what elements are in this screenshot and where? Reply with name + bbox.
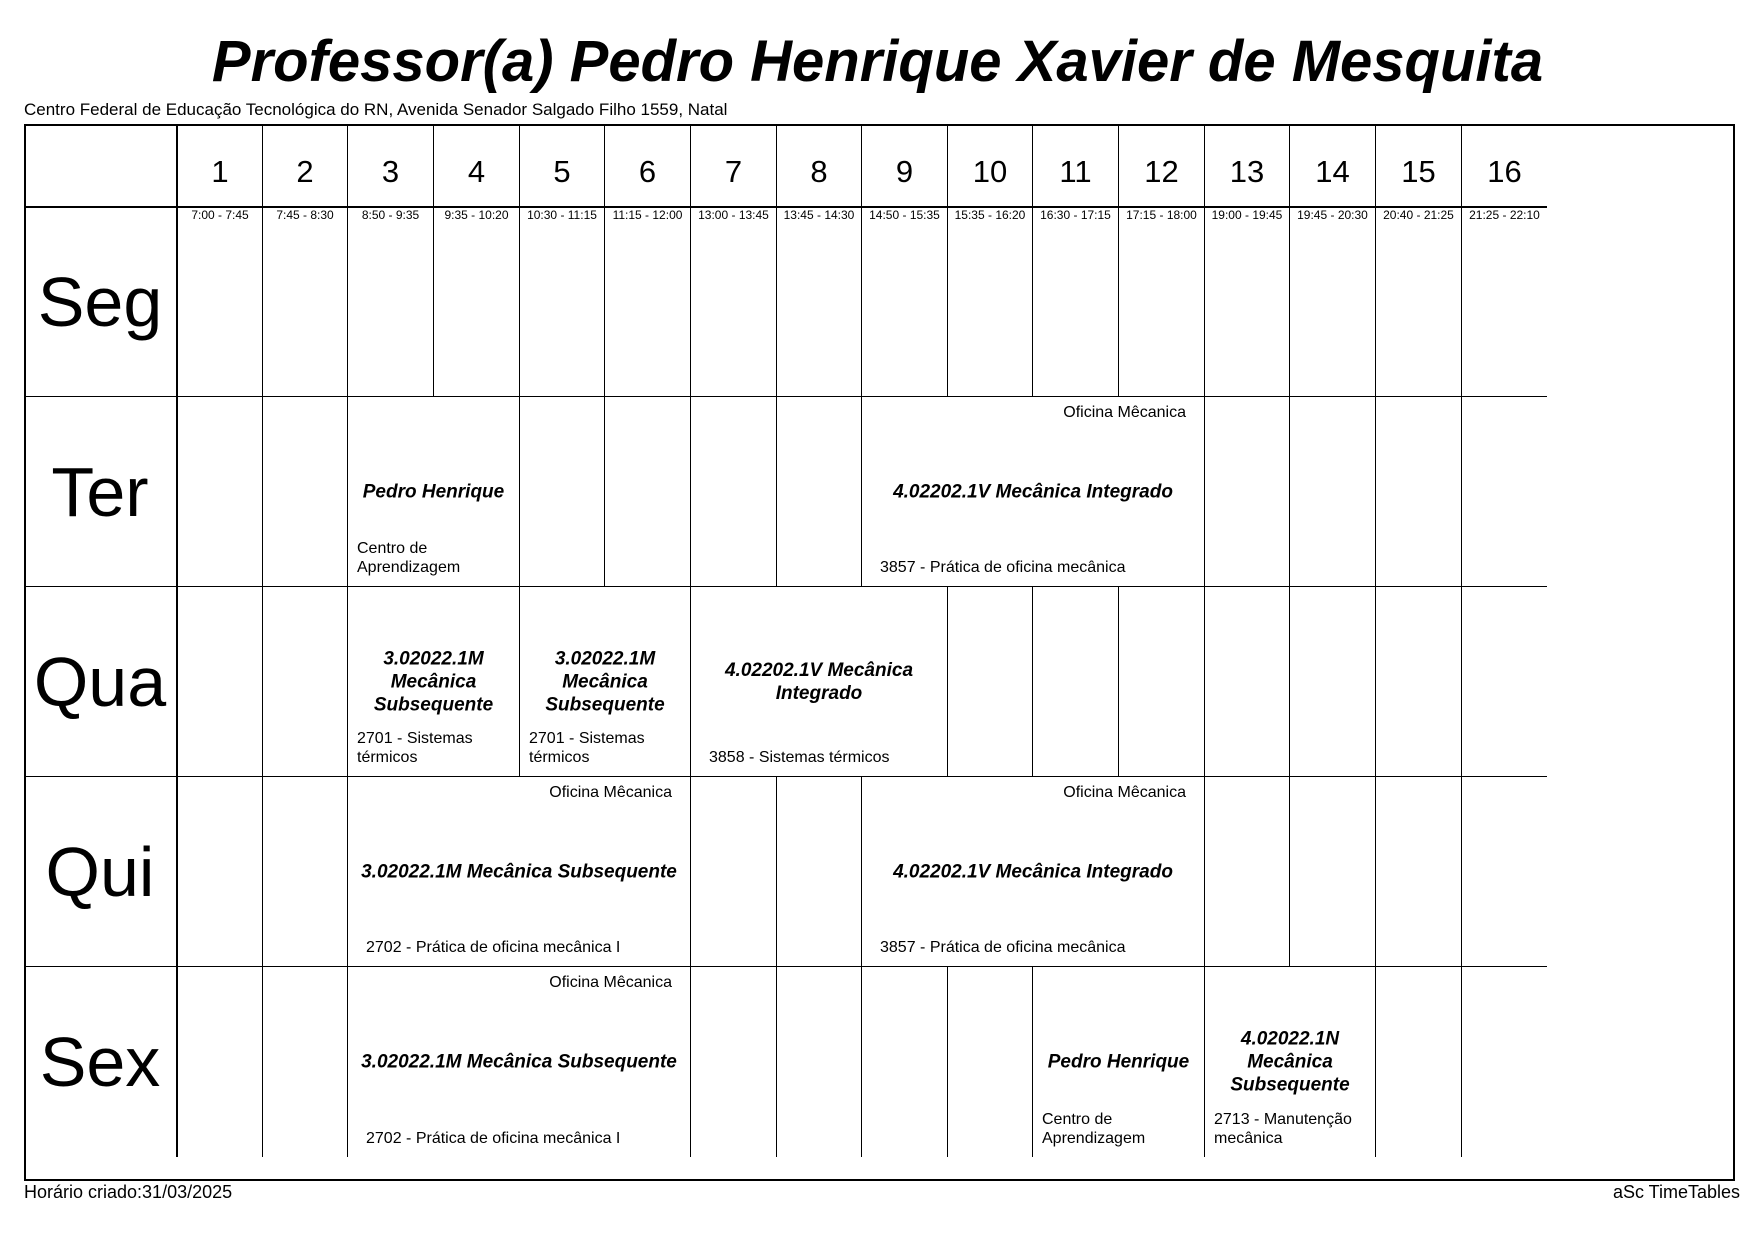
lesson-class: 3.02022.1M Mecânica Subsequente (545, 648, 665, 715)
empty-slot (1204, 206, 1289, 396)
empty-slot (519, 206, 604, 396)
empty-slot (1461, 966, 1547, 1157)
period-time: 10:30 - 11:15 (527, 208, 597, 222)
lesson-subject: Centro de Aprendizagem (1042, 1111, 1146, 1147)
empty-slot (1461, 396, 1547, 586)
period-header (604, 124, 690, 222)
lesson-subject: 3857 - Prática de oficina mecânica (880, 939, 1126, 956)
lesson-subject: Centro de Aprendizagem (357, 540, 461, 576)
lesson-class: 3.02022.1M Mecânica Subsequente (373, 648, 494, 715)
period-time: 20:40 - 21:25 (1383, 208, 1454, 222)
period-header (519, 124, 604, 222)
empty-slot (604, 206, 690, 396)
empty-slot (1375, 586, 1461, 776)
period-number: 5 (553, 154, 571, 189)
lesson-card (861, 776, 1204, 966)
timetable-grid (24, 124, 1735, 1181)
lesson-subject: 3857 - Prática de oficina mecânica (880, 559, 1126, 576)
period-time: 14:50 - 15:35 (869, 208, 940, 222)
period-header (1204, 124, 1289, 222)
empty-slot (1461, 206, 1547, 396)
empty-slot (1375, 966, 1461, 1157)
period-time: 16:30 - 17:15 (1040, 208, 1111, 222)
period-header (347, 124, 433, 222)
empty-slot (1032, 206, 1118, 396)
empty-slot (1375, 776, 1461, 966)
empty-slot (176, 966, 262, 1157)
period-number: 8 (810, 154, 828, 189)
empty-slot (776, 966, 861, 1157)
period-time: 19:00 - 19:45 (1211, 208, 1283, 222)
lesson-room: Oficina Mêcanica (1063, 784, 1186, 801)
lesson-card (1204, 966, 1375, 1157)
empty-slot (1375, 396, 1461, 586)
lesson-card (347, 396, 519, 586)
period-number: 11 (1059, 154, 1092, 189)
period-number: 15 (1401, 154, 1436, 189)
lesson-class: 4.02202.1V Mecânica Integrado (893, 481, 1173, 502)
period-header (776, 124, 861, 222)
period-header (1032, 124, 1118, 222)
period-time: 7:45 - 8:30 (276, 208, 334, 222)
period-number: 12 (1144, 154, 1179, 189)
empty-slot (690, 206, 776, 396)
period-number: 9 (895, 154, 914, 189)
empty-slot (1461, 586, 1547, 776)
lesson-card (347, 776, 690, 966)
period-time: 7:00 - 7:45 (191, 208, 249, 222)
period-header (861, 124, 947, 222)
period-time: 13:45 - 14:30 (783, 208, 855, 222)
empty-slot (1375, 206, 1461, 396)
period-time: 11:15 - 12:00 (612, 208, 683, 222)
period-header (1289, 124, 1375, 222)
period-time: 21:25 - 22:10 (1469, 208, 1540, 222)
lesson-class: 4.02202.1V Mecânica Integrado (893, 861, 1173, 882)
period-header (433, 124, 519, 222)
school-address: Centro Federal de Educação Tecnológica do RN, Avenida Senador Salgado Filho 1559, Natal (24, 100, 728, 119)
lesson-class: Pedro Henrique (1047, 1051, 1190, 1073)
empty-slot (433, 206, 519, 396)
period-time: 9:35 - 10:20 (444, 208, 509, 222)
period-header (1118, 124, 1204, 222)
empty-slot (176, 206, 262, 396)
lesson-class: 3.02022.1M Mecânica Subsequente (361, 861, 677, 882)
empty-slot (690, 966, 776, 1157)
lesson-room: Oficina Mêcanica (1063, 404, 1186, 421)
period-number: 4 (467, 154, 486, 189)
lesson-card (347, 586, 519, 776)
empty-slot (262, 966, 347, 1157)
empty-slot (262, 396, 347, 586)
period-number: 3 (381, 154, 400, 189)
lesson-subject: 2702 - Prática de oficina mecânica I (366, 1130, 621, 1147)
lesson-subject: 2713 - Manutenção mecânica (1214, 1111, 1352, 1147)
period-number: 10 (972, 154, 1008, 189)
lesson-room: Oficina Mêcanica (549, 784, 672, 801)
lesson-card (519, 586, 690, 776)
empty-slot (519, 396, 604, 586)
empty-slot (347, 206, 433, 396)
day-label: Qua (24, 586, 176, 776)
lesson-subject: 3858 - Sistemas térmicos (709, 749, 890, 766)
lesson-room: Oficina Mêcanica (549, 974, 672, 991)
empty-slot (1289, 586, 1375, 776)
period-header (262, 124, 347, 222)
lesson-card (1032, 966, 1204, 1157)
empty-slot (776, 206, 861, 396)
period-header (1375, 124, 1461, 222)
empty-slot (176, 396, 262, 586)
period-header (176, 124, 262, 222)
empty-slot (262, 586, 347, 776)
period-number: 1 (211, 154, 229, 189)
empty-slot (1032, 586, 1118, 776)
day-label: Seg (24, 206, 176, 396)
empty-slot (1118, 206, 1204, 396)
period-header (690, 124, 776, 222)
empty-slot (861, 206, 947, 396)
lesson-subject: 2701 - Sistemas térmicos (357, 730, 473, 766)
empty-slot (604, 396, 690, 586)
period-number: 6 (638, 154, 657, 189)
period-time: 17:15 - 18:00 (1126, 208, 1197, 222)
empty-slot (262, 206, 347, 396)
lesson-card (861, 396, 1204, 586)
empty-slot (947, 206, 1032, 396)
empty-slot (861, 966, 947, 1157)
period-time: 19:45 - 20:30 (1297, 208, 1368, 222)
empty-slot (1461, 776, 1547, 966)
day-label: Qui (24, 776, 176, 966)
empty-slot (1204, 776, 1289, 966)
empty-slot (776, 776, 861, 966)
period-number: 7 (724, 154, 743, 189)
empty-slot (776, 396, 861, 586)
empty-slot (176, 586, 262, 776)
period-number: 2 (296, 154, 314, 189)
created-date: Horário criado:31/03/2025 (24, 1182, 233, 1202)
empty-slot (947, 966, 1032, 1157)
period-header (1461, 124, 1547, 222)
period-number: 16 (1487, 154, 1522, 189)
lesson-subject: 2702 - Prática de oficina mecânica I (366, 939, 621, 956)
lesson-subject: 2701 - Sistemas térmicos (529, 730, 645, 766)
empty-slot (1204, 396, 1289, 586)
empty-slot (690, 396, 776, 586)
software-credit: aSc TimeTables (1612, 1182, 1740, 1202)
empty-slot (1204, 586, 1289, 776)
period-header (947, 124, 1032, 222)
empty-slot (1289, 396, 1375, 586)
lesson-class: 4.02022.1N Mecânica Subsequente (1230, 1028, 1350, 1096)
lesson-class: 3.02022.1M Mecânica Subsequente (361, 1051, 677, 1073)
period-time: 13:00 - 13:45 (698, 208, 769, 222)
lesson-class: Pedro Henrique (362, 481, 505, 502)
empty-slot (262, 776, 347, 966)
day-label: Sex (24, 966, 176, 1157)
period-number: 13 (1229, 154, 1265, 189)
empty-slot (690, 776, 776, 966)
period-time: 8:50 - 9:35 (361, 208, 420, 222)
lesson-card (690, 586, 947, 776)
period-number: 14 (1315, 154, 1350, 189)
lesson-class: 4.02202.1V Mecânica Integrado (724, 659, 914, 704)
lesson-card (347, 966, 690, 1157)
empty-slot (1118, 586, 1204, 776)
day-label: Ter (24, 396, 176, 586)
empty-slot (1289, 776, 1375, 966)
empty-slot (947, 586, 1032, 776)
empty-slot (176, 776, 262, 966)
header-corner (24, 124, 176, 206)
page-title: Professor(a) Pedro Henrique Xavier de Mesquita (211, 29, 1544, 94)
empty-slot (1289, 206, 1375, 396)
period-time: 15:35 - 16:20 (954, 208, 1026, 222)
